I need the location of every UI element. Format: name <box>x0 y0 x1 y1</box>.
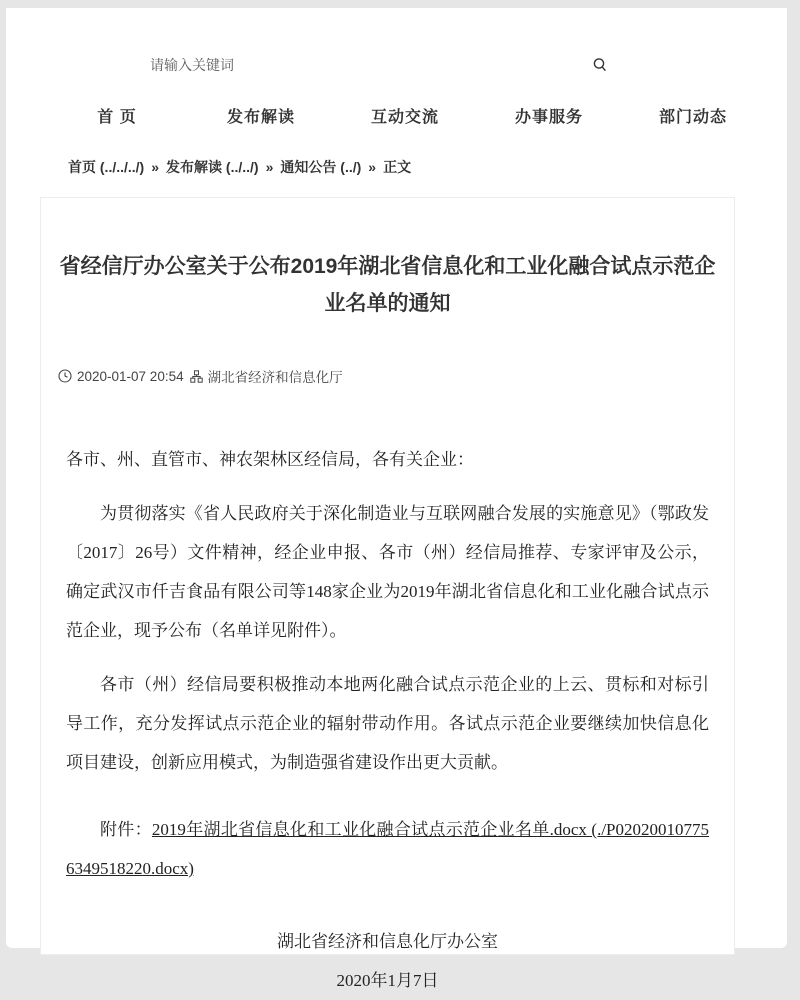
clock-icon <box>58 369 72 383</box>
breadcrumb-publish-interpretation[interactable]: 发布解读 (../../) <box>166 159 259 175</box>
article-title: 省经信厅办公室关于公布2019年湖北省信息化和工业化融合试点示范企业名单的通知 <box>59 255 716 315</box>
search-icon <box>592 57 608 73</box>
attachment-label: 附件： <box>100 820 152 839</box>
signature-date: 2020年1月7日 <box>336 971 439 990</box>
search-input[interactable] <box>150 52 570 78</box>
breadcrumb-home[interactable]: 首页 (../../../) <box>68 159 145 175</box>
breadcrumb-notice-announcement[interactable]: 通知公告 (../) <box>280 159 362 175</box>
search-bar <box>6 52 787 78</box>
attachment-link[interactable]: 2019年湖北省信息化和工业化融合试点示范企业名单.docx (./P020200107756349518220.docx) <box>66 820 710 878</box>
nav-item-interaction[interactable]: 互动交流 <box>370 109 439 126</box>
nav-item-home[interactable]: 首 页 <box>97 109 137 126</box>
breadcrumb-separator: » <box>151 159 160 175</box>
publish-datetime: 2020-01-07 20:54 <box>77 368 184 384</box>
sitemap-icon <box>190 370 203 383</box>
paragraph-salutation: 各市、州、直管市、神农架林区经信局，各有关企业： <box>66 450 474 469</box>
search-button[interactable] <box>588 53 612 77</box>
article-body <box>66 440 709 1000</box>
paragraph-body-1: 为贯彻落实《省人民政府关于深化制造业与互联网融合发展的实施意见》（鄂政发〔2017〕26号）文件精神，经企业申报、各市（州）经信局推荐、专家评审及公示，确定武汉市仟吉食品有限公司等148家企业为2019年湖北省信息化和工业化融合试点示范企业，现予公布（名单详见附件）。 <box>66 504 709 640</box>
breadcrumb-current: 正文 <box>383 159 412 175</box>
paragraph-body-2: 各市（州）经信局要积极推动本地两化融合试点示范企业的上云、贯标和对标引导工作，充分发挥试点示范企业的辐射带动作用。各试点示范企业要继续加快信息化项目建设，创新应用模式，为制造强省建设作出更大贡献。 <box>66 675 709 772</box>
article-box <box>40 197 735 990</box>
nav-item-publish-interpretation[interactable]: 发布解读 <box>226 109 295 126</box>
page <box>6 8 787 990</box>
signature-block <box>66 922 709 1000</box>
breadcrumb-separator: » <box>265 159 274 175</box>
nav-item-department-news[interactable]: 部门动态 <box>658 109 727 126</box>
nav-item-services[interactable]: 办事服务 <box>514 109 583 126</box>
signature-office: 湖北省经济和信息化厅办公室 <box>277 932 498 951</box>
article-meta <box>58 366 734 386</box>
breadcrumb-separator: » <box>368 159 377 175</box>
source-name: 湖北省经济和信息化厅 <box>207 370 343 385</box>
breadcrumb <box>6 157 787 177</box>
attachment-line <box>66 810 709 888</box>
main-nav <box>6 104 787 127</box>
